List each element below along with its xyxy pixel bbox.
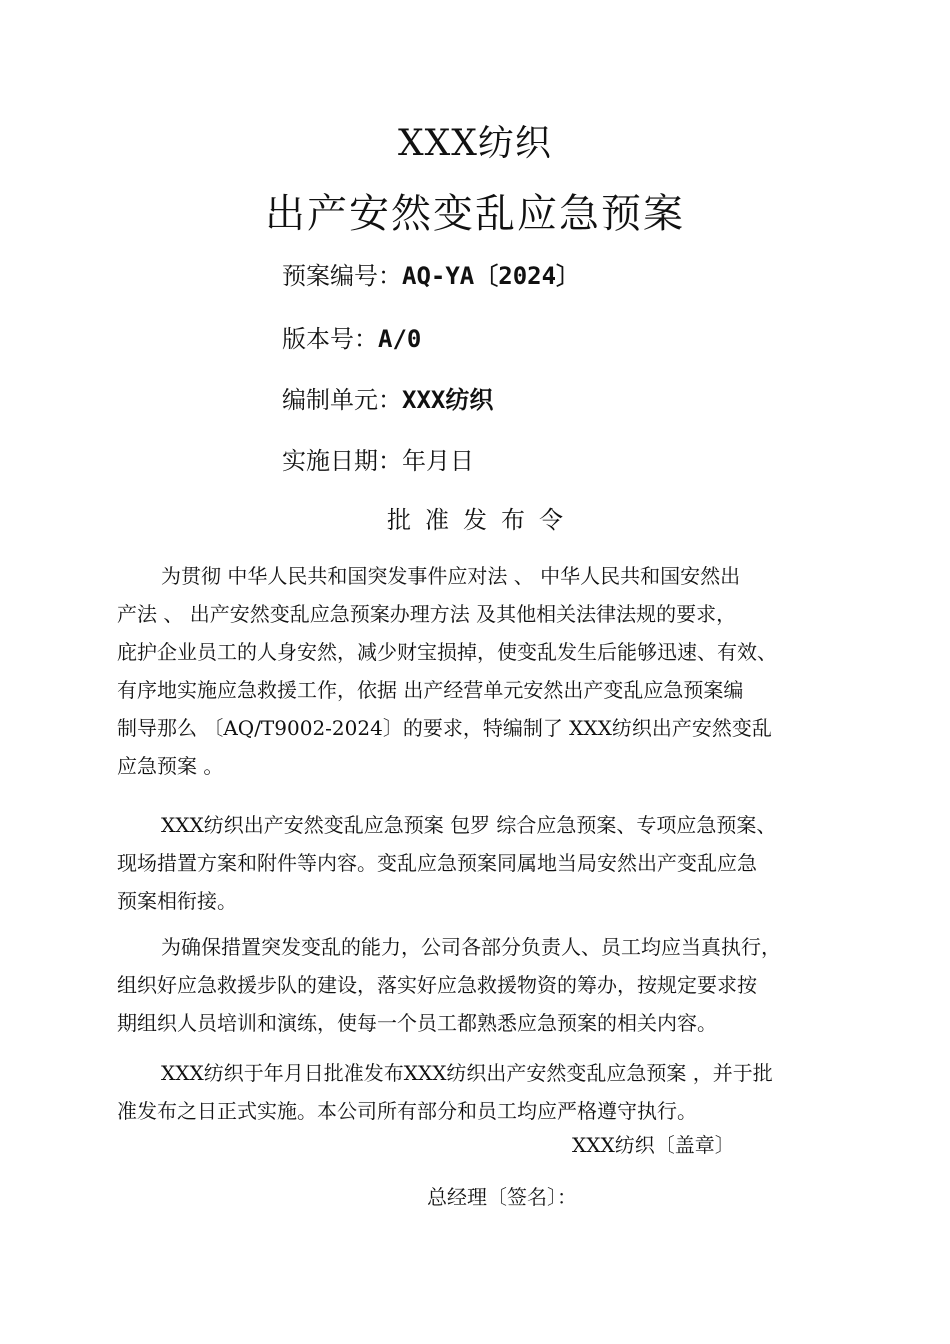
compiling-unit-row: [282, 383, 493, 417]
paragraph-line: 庇护企业员工的人身安然，减少财宝损掉，使变乱发生后能够迅速、有效、: [117, 640, 777, 664]
document-title-plan: 出产安然变乱应急预案: [265, 191, 685, 237]
paragraph-line: 组织好应急救援步队的建设，落实好应急救援物资的筹办，按规定要求按: [117, 973, 757, 997]
paragraph-line: 期组织人员培训和演练，使每一个员工都熟悉应急预案的相关内容。: [117, 1011, 717, 1035]
compiling-unit-label: 编制单元：: [282, 386, 402, 414]
paragraph-2: [117, 806, 852, 920]
paragraph-line: 应急预案 。: [117, 754, 224, 778]
company-seal-line: XXX纺织〔盖章〕: [572, 1133, 735, 1157]
paragraph-line: 有序地实施应急救援工作，依据 出产经营单元安然出产变乱应急预案编: [117, 678, 744, 702]
document-title-company: XXX纺织: [398, 123, 552, 164]
paragraph-line: 为贯彻 中华人民共和国突发事件应对法 、 中华人民共和国安然出: [161, 564, 741, 588]
general-manager-signature-line: 总经理〔签名〕：: [427, 1185, 577, 1209]
paragraph-line: XXX纺织于年月日批准发布XXX纺织出产安然变乱应急预案 ，并于批: [161, 1061, 773, 1085]
paragraph-line: 预案相衔接。: [117, 889, 237, 913]
implementation-date-value: 年月日: [402, 447, 474, 475]
paragraph-line: 准发布之日正式实施。本公司所有部分和员工均应严格遵守执行。: [117, 1099, 697, 1123]
paragraph-line: 为确保措置突发变乱的能力，公司各部分负责人、员工均应当真执行，: [161, 935, 781, 959]
plan-number-label: 预案编号：: [282, 262, 402, 290]
approval-decree-heading: 批准发布令: [387, 506, 577, 534]
paragraph-line: 产法 、 出产安然变乱应急预案办理方法 及其他相关法律法规的要求，: [117, 602, 737, 626]
version-label: 版本号：: [282, 325, 378, 353]
paragraph-3: [117, 928, 852, 1042]
implementation-date-label: 实施日期：: [282, 447, 402, 475]
implementation-date-row: [282, 444, 474, 478]
version-row: [282, 322, 421, 356]
paragraph-4: [117, 1054, 852, 1130]
paragraph-1: [117, 557, 852, 785]
paragraph-line: XXX纺织出产安然变乱应急预案 包罗 综合应急预案、专项应急预案、: [161, 813, 777, 837]
plan-number-value: AQ-YA〔2024〕: [402, 262, 581, 290]
version-value: A/0: [378, 325, 422, 353]
compiling-unit-value: XXX纺织: [402, 386, 494, 414]
paragraph-line: 制导那么 〔AQ/T9002-2024〕的要求，特编制了 XXX纺织出产安然变乱: [117, 716, 772, 740]
paragraph-line: 现场措置方案和附件等内容。变乱应急预案同属地当局安然出产变乱应急: [117, 851, 757, 875]
plan-number-row: [282, 259, 580, 293]
